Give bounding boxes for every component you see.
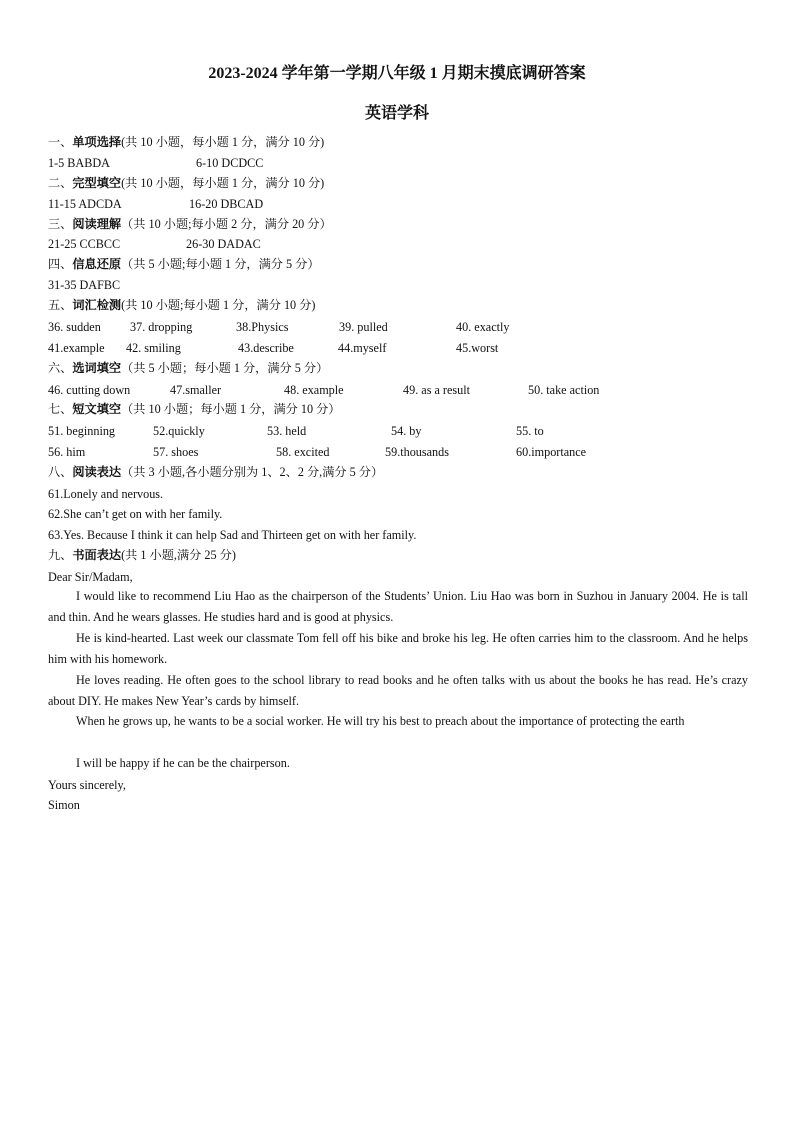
answer-item: 42. smiling [126, 341, 181, 355]
section-rule: (共 1 小题,满分 25 分) [121, 548, 236, 562]
answer-item: 44.myself [338, 341, 387, 355]
document-title: 2023-2024 学年第一学期八年级 1 月期末摸底调研答案 [208, 65, 586, 82]
section-number: 七、 [48, 402, 73, 416]
section-rule: （共 5 小题;每小题 1 分，满分 5 分） [121, 257, 320, 271]
section-number: 一、 [48, 135, 73, 149]
section-heading [48, 175, 324, 191]
essay-paragraph: He is kind-hearted. Last week our classmate Tom fell off his bike and broke his leg. He often carries him to the classroom. And he helps him with his homework. [48, 631, 748, 666]
section-rule: (共 10 小题，每小题 1 分，满分 10 分) [121, 135, 325, 149]
answer-item: 60.importance [516, 445, 587, 459]
answer-group: 26-30 DADAC [186, 237, 261, 251]
answer-item: 45.worst [456, 341, 499, 355]
answer-group: 31-35 DAFBC [48, 278, 121, 292]
answer-item: 58. excited [276, 445, 330, 459]
answer-item: 40. exactly [456, 320, 510, 334]
answer-item: 37. dropping [130, 320, 193, 334]
answer-sentence: 61.Lonely and nervous. [48, 487, 164, 501]
essay-paragraph: When he grows up, he wants to be a social worker. He will try his best to preach about the importance of protecting the earth [76, 714, 685, 728]
answer-item: 57. shoes [153, 445, 199, 459]
essay-paragraph: I will be happy if he can be the chairperson. [76, 756, 290, 770]
answer-item: 48. example [284, 383, 344, 397]
answer-item: 52.quickly [153, 424, 205, 438]
answer-group: 6-10 DCDCC [196, 156, 264, 170]
section-heading [48, 297, 315, 313]
answer-item: 38.Physics [236, 320, 289, 334]
section-heading [48, 464, 383, 480]
section-name: 阅读理解 [72, 217, 122, 231]
section-rule: （共 5 小题；每小题 1 分，满分 5 分） [121, 361, 329, 375]
answer-item: 41.example [48, 341, 105, 355]
section-rule: （共 10 小题;每小题 2 分，满分 20 分） [121, 217, 332, 231]
essay-greeting: Dear Sir/Madam, [48, 570, 133, 584]
answer-item: 43.describe [238, 341, 294, 355]
section-heading [48, 360, 328, 376]
section-rule: (共 10 小题;每小题 1 分，满分 10 分) [121, 298, 316, 312]
essay-closing: Yours sincerely, [48, 778, 126, 792]
answer-item: 59.thousands [385, 445, 449, 459]
section-heading [48, 216, 332, 232]
section-number: 五、 [48, 298, 73, 312]
section-number: 二、 [48, 176, 73, 190]
answer-item: 50. take action [528, 383, 600, 397]
section-rule: (共 10 小题，每小题 1 分，满分 10 分) [121, 176, 325, 190]
answer-group: 11-15 ADCDA [48, 197, 122, 211]
section-rule: （共 10 小题；每小题 1 分，满分 10 分） [121, 402, 341, 416]
answer-sentence: 62.She can’t get on with her family. [48, 507, 223, 521]
answer-item: 36. sudden [48, 320, 101, 334]
section-rule: （共 3 小题,各小题分别为 1、2、2 分,满分 5 分） [121, 465, 384, 479]
section-number: 六、 [48, 361, 73, 375]
essay-paragraph: I would like to recommend Liu Hao as the chairperson of the Students’ Union. Liu Hao was born in Suzhou in January 2004. He is tall and thin. And he wears glasses. He studies hard and is good at physics. [48, 589, 748, 624]
essay-paragraph: He loves reading. He often goes to the school library to read books and he often talks with us about the books he has read. He’s crazy about DIY. He makes New Year’s cards by himself. [48, 673, 748, 708]
section-heading [48, 256, 320, 272]
section-number: 三、 [48, 217, 73, 231]
answer-group: 21-25 CCBCC [48, 237, 121, 251]
answer-item: 54. by [391, 424, 422, 438]
answer-item: 46. cutting down [48, 383, 131, 397]
section-number: 九、 [48, 548, 73, 562]
section-number: 八、 [48, 465, 73, 479]
section-name: 阅读表达 [72, 465, 122, 479]
section-heading [48, 134, 324, 150]
section-name: 信息还原 [72, 257, 122, 271]
section-name: 词汇检测 [72, 298, 122, 312]
subject-title: 英语学科 [364, 105, 429, 122]
essay-signature: Simon [48, 798, 80, 812]
answer-item: 56. him [48, 445, 86, 459]
answer-group: 16-20 DBCAD [189, 197, 264, 211]
section-heading [48, 401, 341, 417]
answer-sentence: 63.Yes. Because I think it can help Sad and Thirteen get on with her family. [48, 528, 417, 542]
section-number: 四、 [48, 257, 73, 271]
answer-item: 39. pulled [339, 320, 388, 334]
answer-item: 51. beginning [48, 424, 116, 438]
answer-item: 55. to [516, 424, 544, 438]
section-name: 单项选择 [72, 135, 122, 149]
section-name: 完型填空 [72, 176, 122, 190]
section-name: 选词填空 [72, 361, 122, 375]
section-heading [48, 547, 236, 563]
section-name: 书面表达 [72, 548, 122, 562]
section-name: 短文填空 [72, 402, 122, 416]
answer-group: 1-5 BABDA [48, 156, 110, 170]
answer-item: 47.smaller [170, 383, 222, 397]
answer-item: 49. as a result [403, 383, 471, 397]
answer-item: 53. held [267, 424, 307, 438]
